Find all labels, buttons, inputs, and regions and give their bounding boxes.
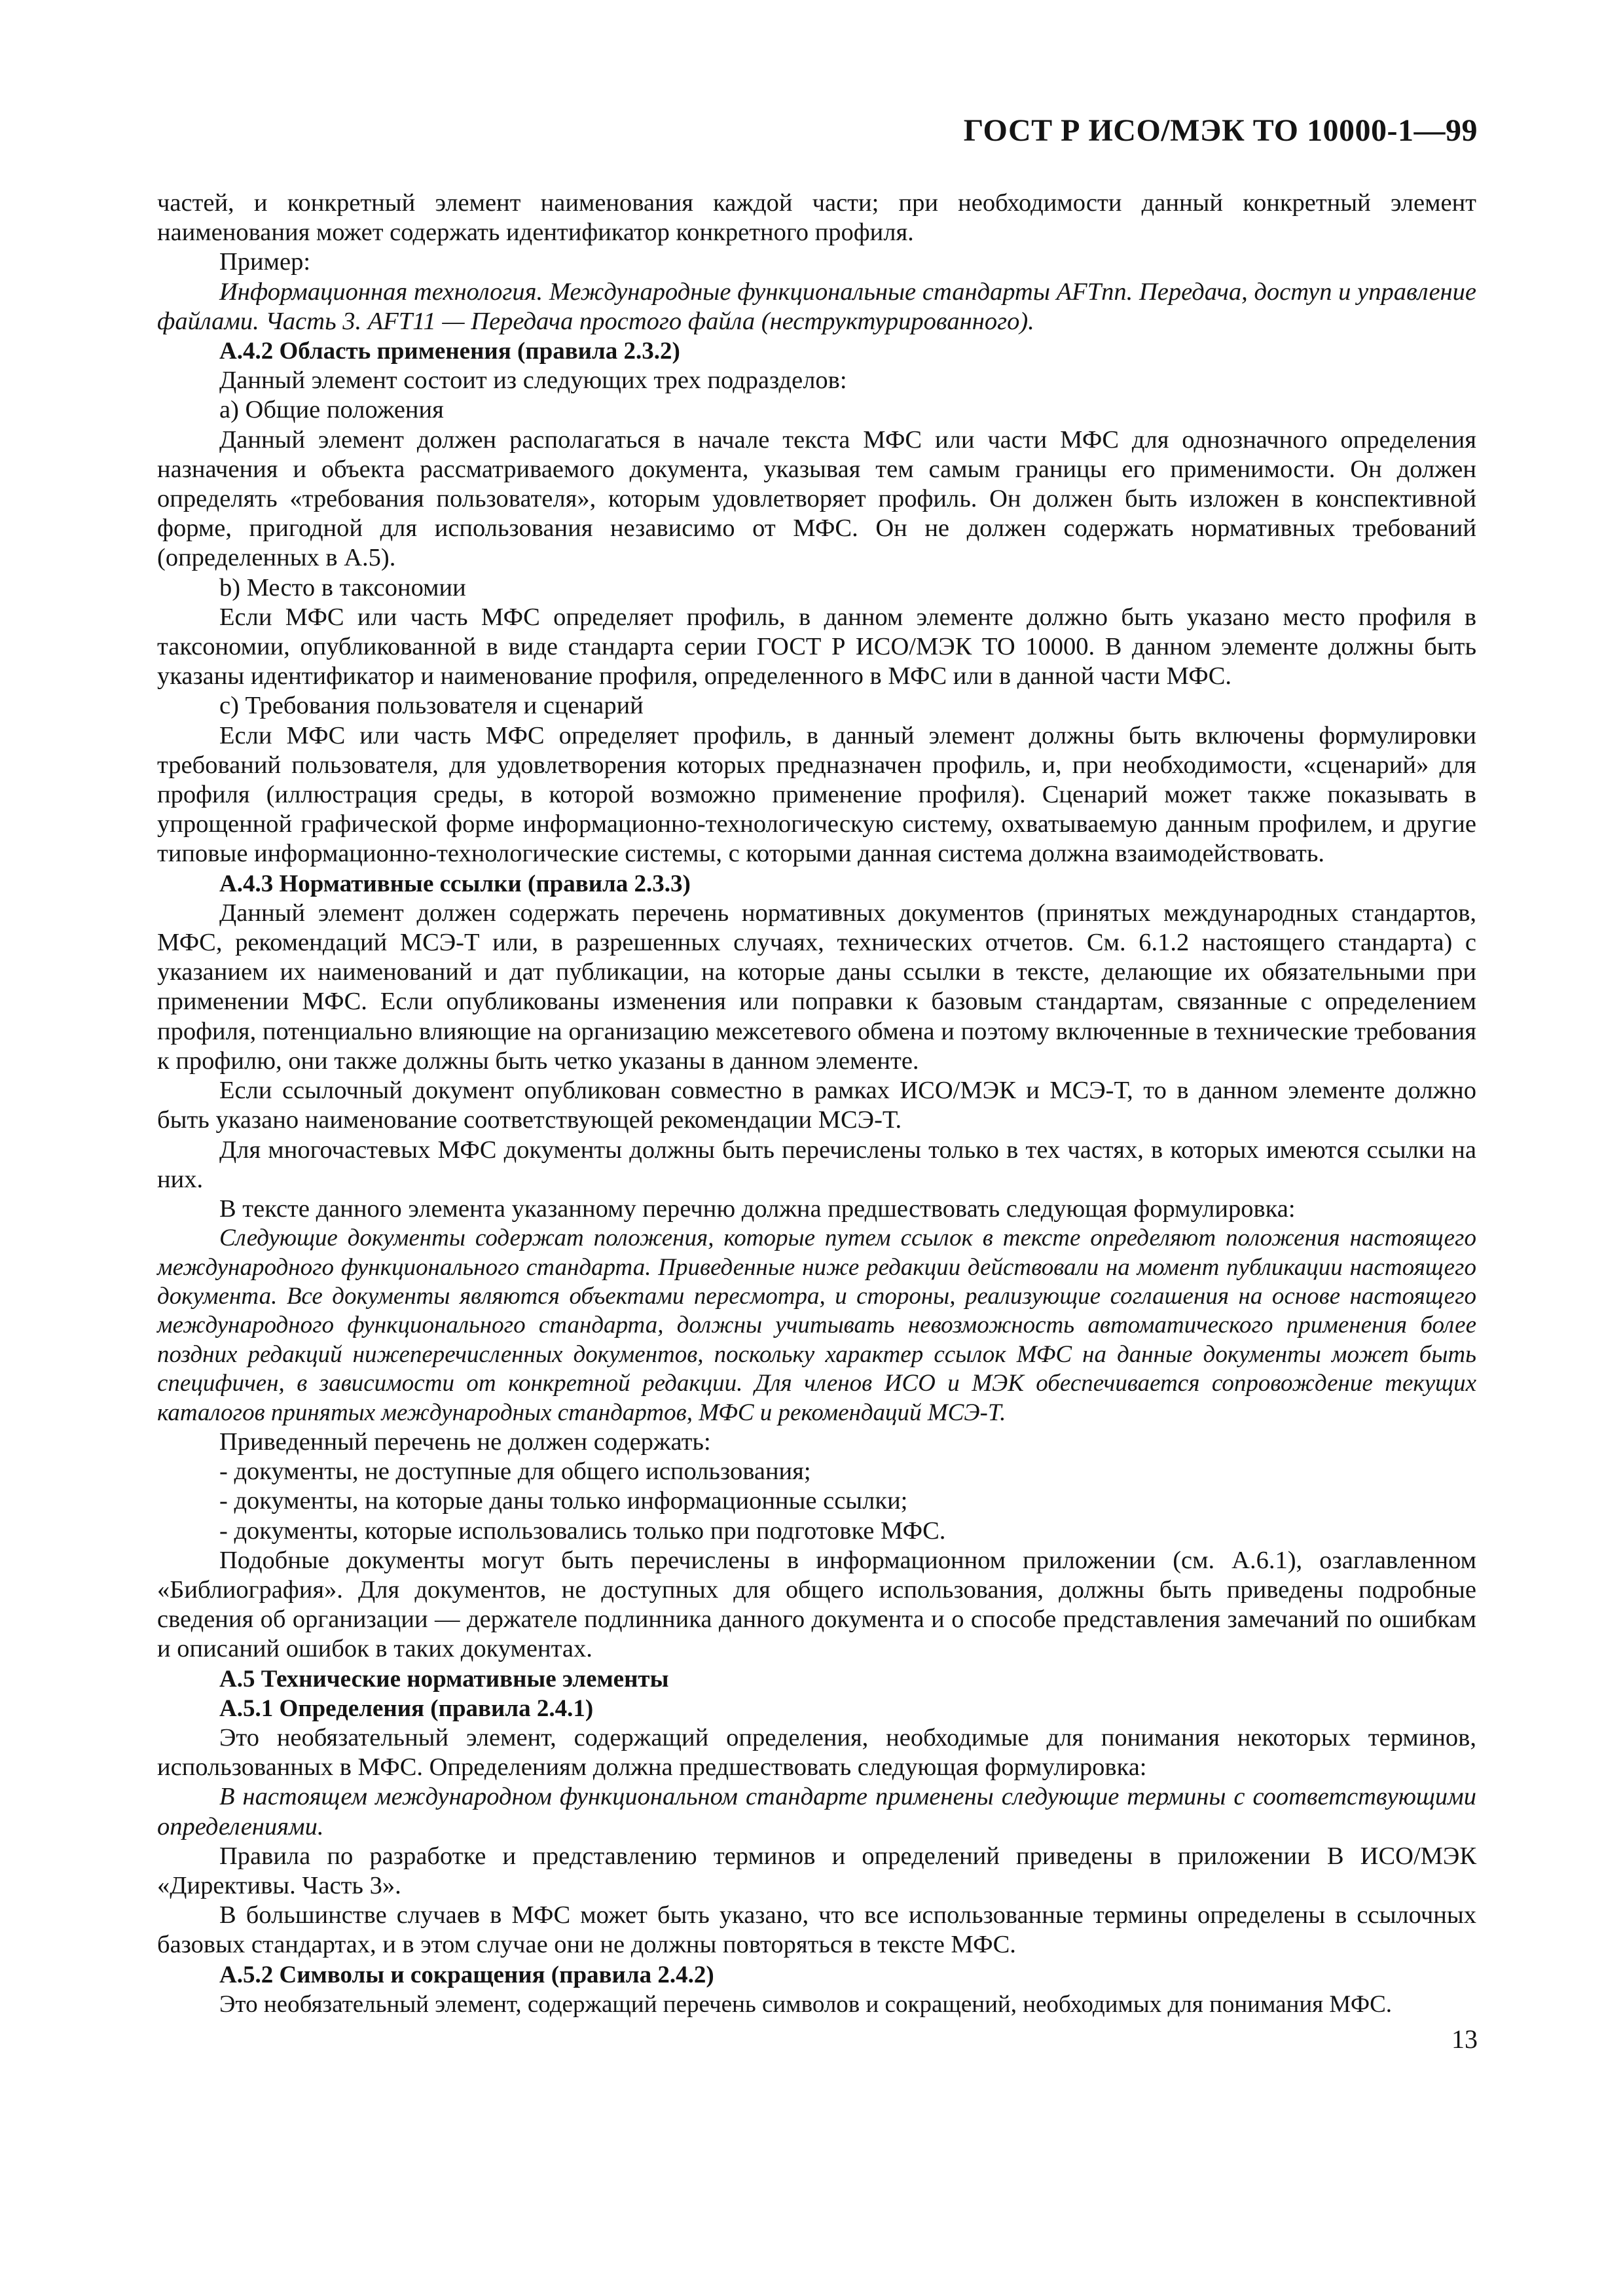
paragraph: В тексте данного элемента указанному перечню должна предшествовать следующая формулировка: — [219, 1194, 1296, 1223]
paragraph: В большинстве случаев в МФС может быть указано, что все использованные термины определены в ссылочных базовых стандартах, и в этом случае они не должны повторяться в тексте МФС. — [157, 1901, 1476, 1959]
section-heading-a-4-3: А.4.3 Нормативные ссылки (правила 2.3.3) — [219, 870, 691, 897]
example-label: Пример: — [219, 248, 311, 276]
quoted-formula-text: Следующие документы содержат положения, которые путем ссылок в тексте определяют положения настоящего международного функционального стандарта. Приведенные ниже редакции действовали на момент публикации настоящего документа. Все документы являются объектами пересмотра, и стороны, реализующие соглашения на основе настоящего международного функционального стандарта, должны учитывать невозможность автоматического применения более поздних редакций нижеперечисленных документов, поскольку характер ссылок МФС на данные документы может быть специфичен, в зависимости от конкретной редакции. Для членов ИСО и МЭК обеспечивается сопровождение текущих каталогов принятых международных стандартов, МФС и рекомендаций МСЭ-Т. — [157, 1225, 1476, 1426]
section-heading-a-5-2: А.5.2 Символы и сокращения (правила 2.4.2) — [219, 1961, 714, 1988]
section-heading-a-5-1: А.5.1 Определения (правила 2.4.1) — [219, 1695, 594, 1722]
subsection-label-b: b) Место в таксономии — [219, 573, 466, 601]
quoted-formula-text: В настоящем международном функциональном стандарте применены следующие термины с соответствующими определениями. — [157, 1783, 1476, 1840]
list-item: - документы, не доступные для общего использования; — [219, 1458, 811, 1486]
subsection-label-c: с) Требования пользователя и сценарий — [219, 692, 644, 720]
paragraph: Если ссылочный документ опубликован совместно в рамках ИСО/МЭК и МСЭ-Т, то в данном элементе должно быть указано наименование соответствующей рекомендации МСЭ-Т. — [157, 1077, 1476, 1134]
paragraph: частей, и конкретный элемент наименования каждой части; при необходимости данный конкретный элемент наименования может содержать идентификатор конкретного профиля. — [157, 189, 1476, 247]
paragraph: Данный элемент состоит из следующих трех подразделов: — [219, 367, 847, 395]
paragraph: Если МФС или часть МФС определяет профиль, в данный элемент должны быть включены формулировки требований пользователя, для удовлетворения которых предназначен профиль, и, при необходимости, «сценарий» для профиля (иллюстрация среды, в которой возможно применение профиля). Сценарий может также показывать в упрощенной графической форме информационно-технологическую систему, охватываемую данным профилем, и другие типовые информационно-технологические системы, с которыми данная система должна взаимодействовать. — [157, 721, 1476, 868]
document-body — [157, 188, 1476, 2019]
list-item: - документы, на которые даны только информационные ссылки; — [219, 1487, 908, 1515]
page-header-title: ГОСТ Р ИСО/МЭК ТО 10000-1—99 — [963, 113, 1478, 148]
example-text: Информационная технология. Международные функциональные стандарты AFTnn. Передача, доступ и управление файлами. Часть 3. AFT11 — Передача простого файла (неструктурированного). — [157, 278, 1476, 335]
section-heading-a-4-2: А.4.2 Область применения (правила 2.3.2) — [219, 338, 680, 365]
paragraph: Если МФС или часть МФС определяет профиль, в данном элементе должно быть указано место профиля в таксономии, опубликованной в виде стандарта серии ГОСТ Р ИСО/МЭК ТО 10000. В данном элементе должны быть указаны идентификатор и наименование профиля, определенного в МФС или в данной части МФС. — [157, 603, 1476, 691]
paragraph: Правила по разработке и представлению терминов и определений приведены в приложении В ИСО/МЭК «Директивы. Часть 3». — [157, 1842, 1476, 1899]
paragraph: Это необязательный элемент, содержащий перечень символов и сокращений, необходимых для понимания МФС. — [219, 1990, 1392, 2018]
subsection-label-a: а) Общие положения — [219, 396, 444, 424]
paragraph: Приведенный перечень не должен содержать: — [219, 1427, 711, 1456]
paragraph: Подобные документы могут быть перечислены в информационном приложении (см. А.6.1), озаглавленном «Библиография». Для документов, не доступных для общего использования, должны быть приведены подробные сведения об организации — держателе подлинника данного документа и о способе представления замечаний по ошибкам и описаний ошибок в таких документах. — [157, 1546, 1476, 1663]
paragraph: Это необязательный элемент, содержащий определения, необходимые для понимания некоторых терминов, использованных в МФС. Определениям должна предшествовать следующая формулировка: — [157, 1723, 1476, 1782]
paragraph: Для многочастевых МФС документы должны быть перечислены только в тех частях, в которых имеются ссылки на них. — [157, 1136, 1476, 1193]
section-heading-a-5: А.5 Технические нормативные элементы — [219, 1665, 669, 1693]
list-item: - документы, которые использовались только при подготовке МФС. — [219, 1516, 946, 1545]
paragraph: Данный элемент должен содержать перечень нормативных документов (принятых международных стандартов, МФС, рекомендаций МСЭ-Т или, в разрешенных случаях, технических отчетов. См. 6.1.2 настоящего стандарта) с указанием их наименований и дат публикации, на которые даны ссылки в тексте, делающие их обязательными при применении МФС. Если опубликованы изменения или поправки к базовым стандартам, связанные с определением профиля, потенциально влияющие на организацию межсетевого обмена и поэтому включенные в технические требования к профилю, они также должны быть четко указаны в данном элементе. — [157, 899, 1476, 1075]
page-number: 13 — [1451, 2024, 1478, 2054]
paragraph: Данный элемент должен располагаться в начале текста МФС или части МФС для однозначного определения назначения и объекта рассматриваемого документа, указывая тем самым границы его применимости. Он должен определять «требования пользователя», которым удовлетворяет профиль. Он должен быть изложен в конспективной форме, пригодной для использования независимо от МФС. Он не должен содержать нормативных требований (определенных в А.5). — [157, 425, 1476, 572]
